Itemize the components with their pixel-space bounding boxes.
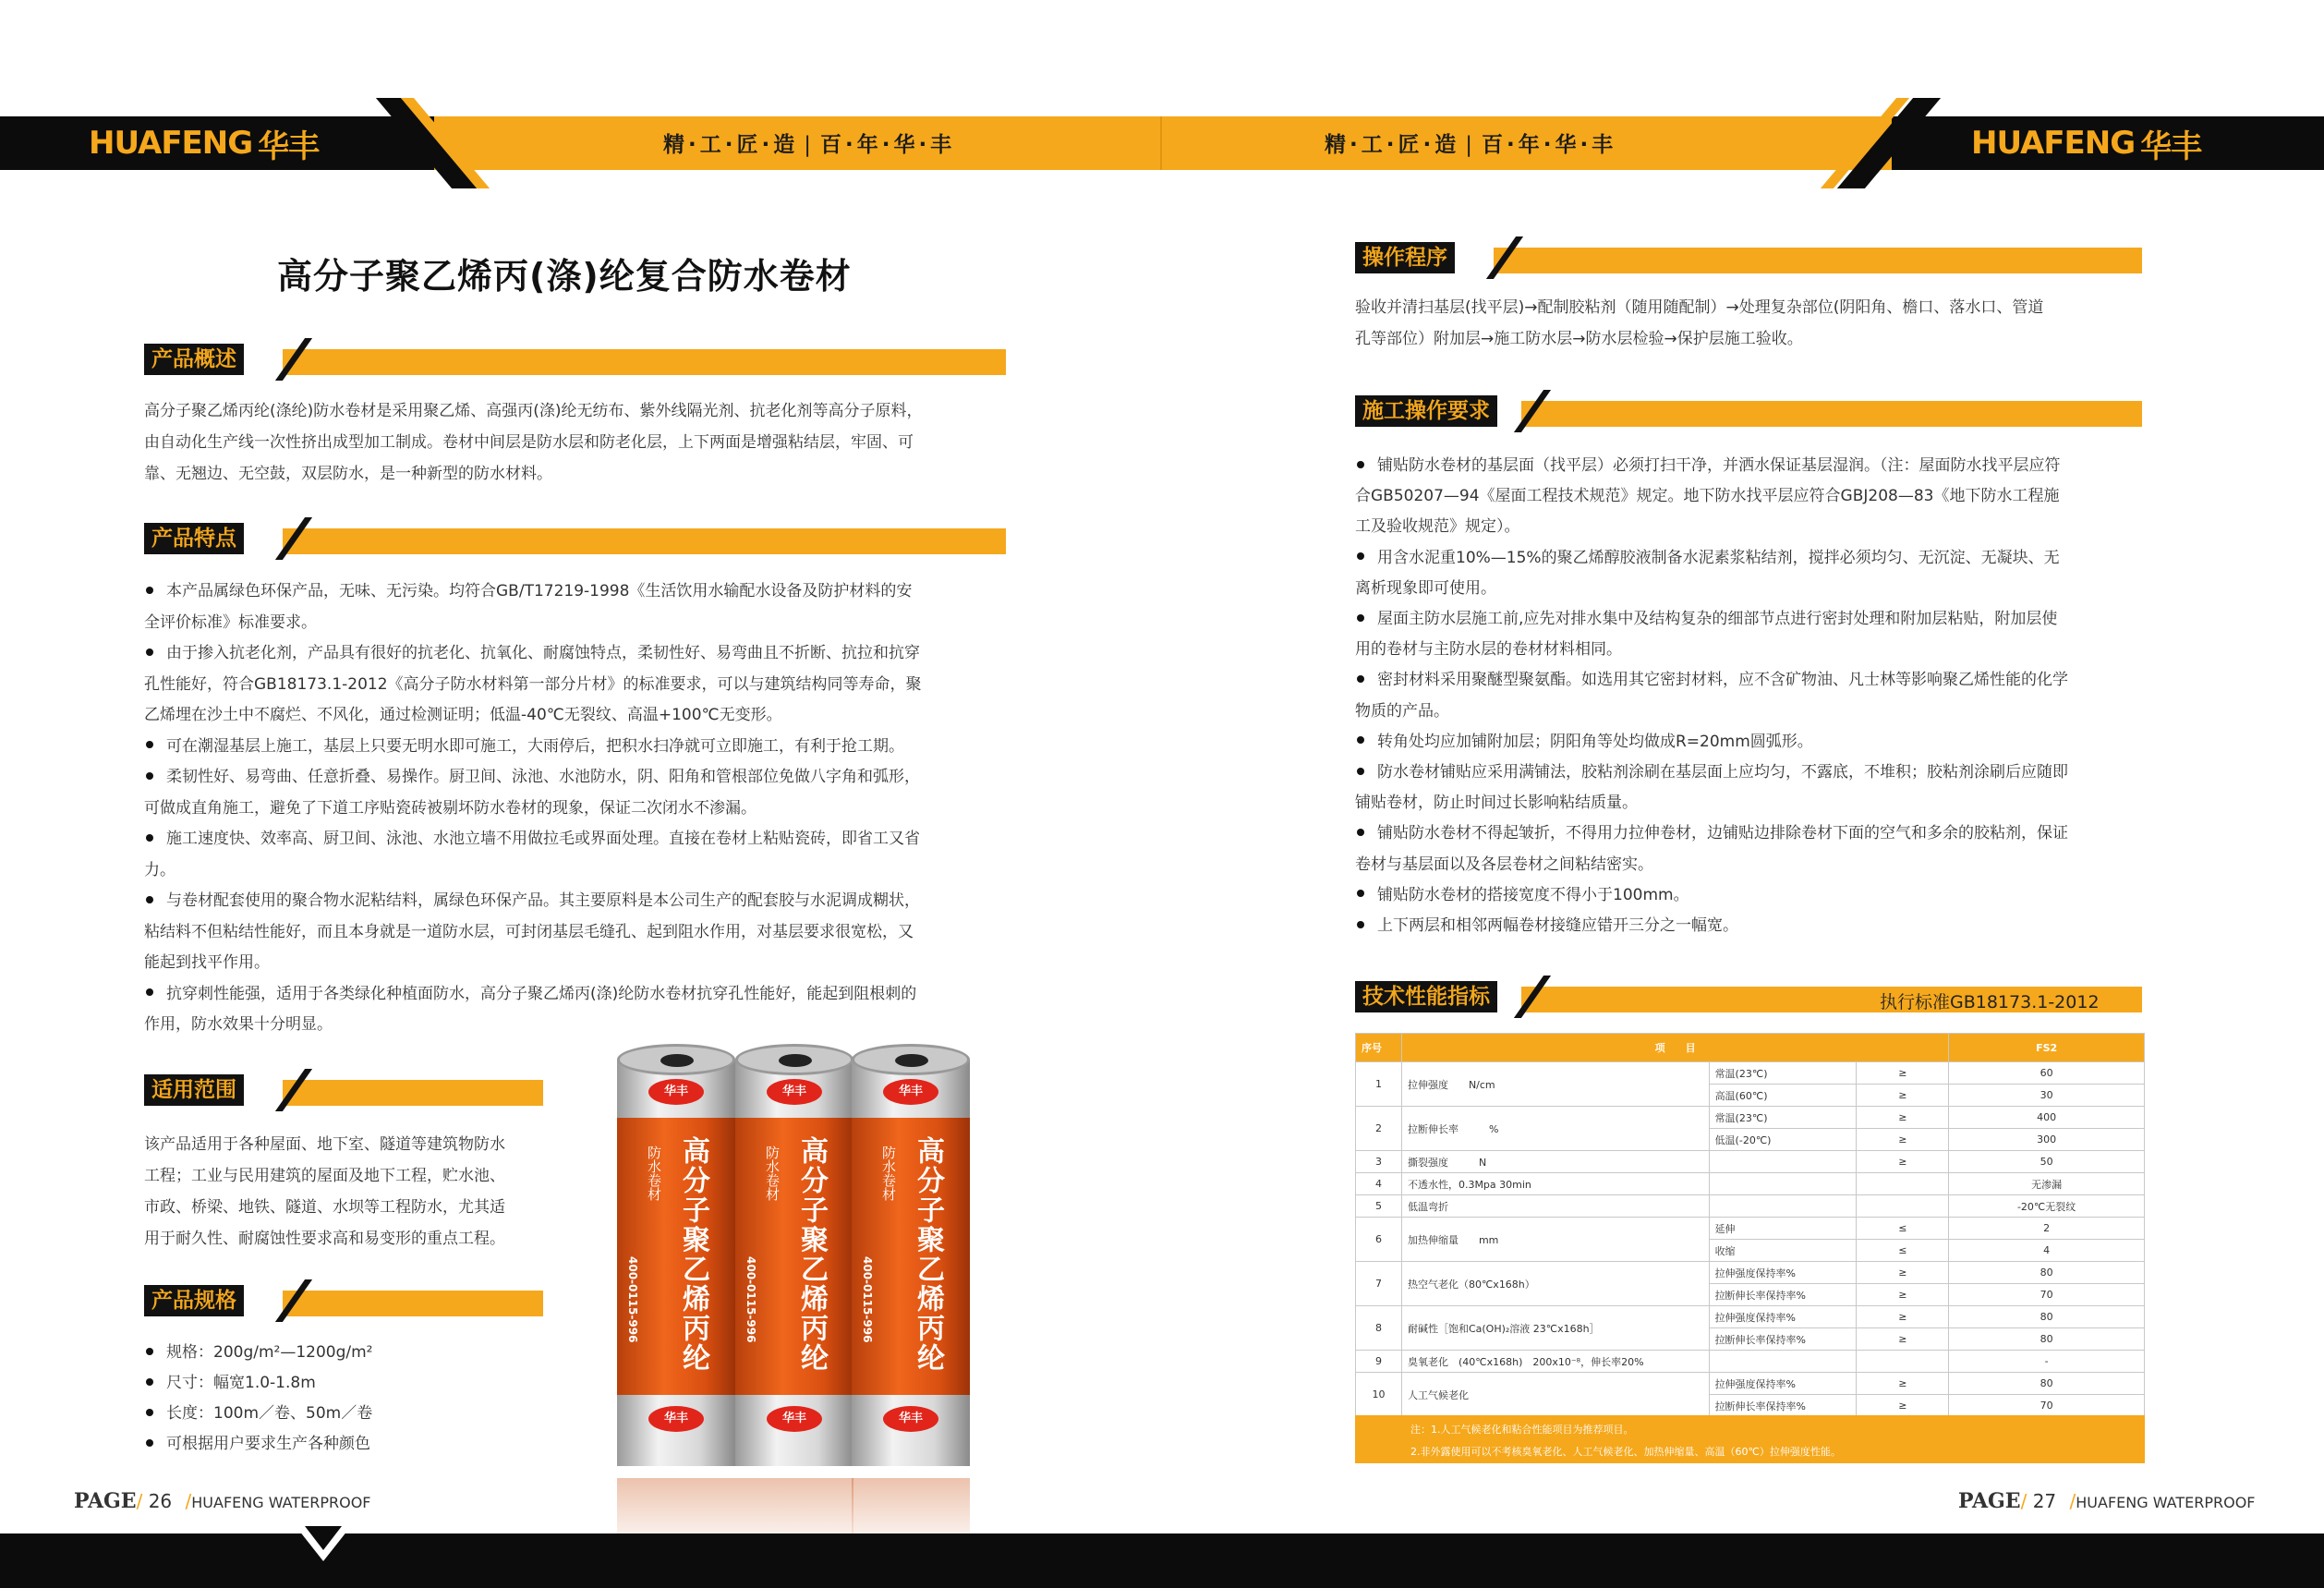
procedure-line: 孔等部位）附加层→施工防水层→防水层检验→保护层施工验收。 (1355, 330, 1803, 348)
table-row (1356, 1107, 2145, 1129)
spec-line: 可根据用户要求生产各种颜色 (166, 1435, 370, 1453)
cell-condition: 拉伸强度保持率% (1709, 1373, 1857, 1395)
slogan-sep: | (1465, 133, 1476, 157)
requirement-line: 用含水泥重10%—15%的聚乙烯醇胶液制备水泥素浆粘结剂，搅拌必须均匀、无沉淀、无凝块、无 (1377, 548, 2060, 567)
feature-line: 粘结料不但粘结性能好，而且本身就是一道防水层，可封闭基层毛缝孔、起到阻水作用，对基层要求很宽松，又 (144, 922, 914, 941)
section-features-header (144, 523, 1006, 554)
cell-item: 拉断伸长率 % (1401, 1107, 1709, 1151)
feature-item (144, 762, 1012, 794)
cell-item: 不透水性，0.3Mpa 30min (1401, 1173, 1709, 1195)
section-bar (283, 349, 1006, 375)
cell-item: 臭氧老化 (40℃x168h) 200x10⁻⁸，伸长率20% (1401, 1351, 1709, 1373)
bullet-icon (1357, 736, 1364, 744)
product-roll (617, 1044, 735, 1478)
section-title: 施工操作要求 (1355, 395, 1497, 427)
cell-operator: ≤ (1857, 1218, 1949, 1240)
slogan-sep: | (804, 133, 815, 157)
section-spec-header (144, 1285, 543, 1316)
section-procedure-header (1355, 242, 2142, 273)
cell-no: 9 (1356, 1351, 1402, 1373)
bullet-icon (146, 896, 153, 903)
cell-condition: 延伸 (1709, 1218, 1857, 1240)
scope-line: 工程；工业与民用建筑的屋面及地下工程，贮水池、 (144, 1167, 505, 1185)
cell-value: 400 (1949, 1107, 2145, 1129)
cell-condition: 收缩 (1709, 1240, 1857, 1262)
cell-operator (1857, 1173, 1949, 1195)
col-no: 序号 (1356, 1034, 1402, 1062)
roll-top (617, 1044, 735, 1075)
feature-line: 乙烯埋在沙土中不腐烂、不风化，通过检测证明；低温-40℃无裂纹、高温+100℃无变形。 (144, 706, 782, 724)
bullet-icon (146, 587, 153, 594)
col-val: FS2 (1949, 1034, 2145, 1062)
cell-operator: ≥ (1857, 1306, 1949, 1328)
cell-operator: ≥ (1857, 1262, 1949, 1284)
overview-text (144, 395, 1012, 490)
section-scope-header (144, 1074, 543, 1106)
cell-operator: ≥ (1857, 1085, 1949, 1107)
slogan-a: 精·工·匠·造 (663, 133, 799, 157)
spec-line: 规格：200g/m²—1200g/m² (166, 1343, 373, 1362)
page-number-right (1958, 1489, 2256, 1513)
requirement-item (1355, 880, 2149, 911)
section-bar (1494, 248, 2142, 273)
cell-no: 5 (1356, 1195, 1402, 1218)
logo-left (89, 122, 319, 164)
logo-text: HUAFENG (1971, 125, 2136, 162)
section-title: 技术性能指标 (1355, 981, 1497, 1012)
bullet-icon (146, 1439, 153, 1447)
table-row (1356, 1195, 2145, 1218)
page-slash: / (2069, 1490, 2076, 1512)
requirement-line: 上下两层和相邻两幅卷材接缝应错开三分之一幅宽。 (1377, 916, 1738, 936)
roll-title: 高分子聚乙烯丙纶 (795, 1136, 828, 1373)
roll-subtitle: 防水卷材 (646, 1146, 662, 1201)
feature-line: 作用，防水效果十分明显。 (144, 1015, 333, 1034)
cell-operator (1857, 1351, 1949, 1373)
spec-item (144, 1429, 551, 1460)
requirement-item (1355, 727, 2149, 758)
table-row (1356, 1373, 2145, 1395)
cell-item: 撕裂强度 N (1401, 1151, 1709, 1173)
requirement-item (1355, 665, 2149, 696)
cell-value: -20℃无裂纹 (1949, 1195, 2145, 1218)
col-item: 项 目 (1401, 1034, 1948, 1062)
note-line: 2.非外露使用可以不考核臭氧老化、人工气候老化、加热伸缩量、高温（60℃）拉伸强度性能。 (1410, 1446, 1841, 1458)
bullet-icon (146, 741, 153, 748)
procedure-text (1355, 292, 2149, 355)
roll-badge: 华丰 (883, 1079, 938, 1105)
tech-table (1355, 1033, 2145, 1417)
header-divider (1160, 116, 1162, 170)
feature-item (144, 979, 1012, 1011)
requirement-line: 屋面主防水层施工前,应先对排水集中及结构复杂的细部节点进行密封处理和附加层粘贴，附加层使 (1377, 610, 2058, 629)
feature-line: 能起到找平作用。 (144, 953, 270, 972)
cell-value: 60 (1949, 1062, 2145, 1085)
table-note (1355, 1415, 2145, 1463)
scope-line: 用于耐久性、耐腐蚀性要求高和易变形的重点工程。 (144, 1230, 505, 1248)
bullet-icon (1357, 461, 1364, 468)
roll-subtitle: 防水卷材 (880, 1146, 897, 1201)
slogan-b: 百·年·华·丰 (1481, 133, 1617, 157)
page-label: PAGE (1958, 1489, 2021, 1513)
scope-line: 该产品适用于各种屋面、地下室、隧道等建筑物防水 (144, 1135, 505, 1154)
table-header-row (1356, 1034, 2145, 1062)
table-row (1356, 1262, 2145, 1284)
requirement-line: 转角处均应加铺附加层；阴阳角等处均做成R=20mm圆弧形。 (1377, 732, 1813, 751)
cell-no: 4 (1356, 1173, 1402, 1195)
feature-line: 可在潮湿基层上施工，基层上只要无明水即可施工，大雨停后，把积水扫净就可立即施工，有利于抢工期。 (166, 736, 904, 756)
overview-line: 由自动化生产线一次性挤出成型加工制成。卷材中间层是防水层和防老化层，上下两面是增强粘结层，牢固、可 (144, 433, 914, 452)
cell-value: 无渗漏 (1949, 1173, 2145, 1195)
cell-no: 7 (1356, 1262, 1402, 1306)
cell-value: 30 (1949, 1085, 2145, 1107)
requirement-line: 合GB50207—94《屋面工程技术规范》规定。地下防水找平层应符合GBJ208—83《地下防水工程施 (1355, 487, 2060, 506)
table-row (1356, 1351, 2145, 1373)
section-title: 产品特点 (144, 523, 244, 554)
roll-badge: 华丰 (648, 1079, 704, 1105)
feature-item (144, 576, 1012, 608)
roll-phone: 400-0115-996 (861, 1256, 874, 1343)
cell-condition (1709, 1351, 1857, 1373)
cell-item: 耐碱性［饱和Ca(OH)₂溶液 23℃x168h］ (1401, 1306, 1709, 1351)
cell-value: - (1949, 1351, 2145, 1373)
cell-operator: ≥ (1857, 1151, 1949, 1173)
cell-condition (1709, 1173, 1857, 1195)
cell-value: 80 (1949, 1306, 2145, 1328)
section-bar (283, 1080, 543, 1106)
bullet-icon (146, 988, 153, 996)
bullet-icon (1357, 890, 1364, 897)
bullet-icon (146, 834, 153, 842)
cell-operator: ≥ (1857, 1107, 1949, 1129)
roll-badge-bottom: 华丰 (883, 1406, 938, 1432)
cell-operator: ≥ (1857, 1062, 1949, 1085)
cell-no: 8 (1356, 1306, 1402, 1351)
requirement-line: 铺贴防水卷材的基层面（找平层）必须打扫干净，并洒水保证基层湿润。（注：屋面防水找平层应符 (1377, 456, 2061, 475)
logo-right (1971, 122, 2201, 164)
bullet-icon (146, 1409, 153, 1416)
section-bar (283, 528, 1006, 554)
requirement-line: 铺贴卷材，防止时间过长影响粘结质量。 (1355, 794, 1638, 813)
logo-text: HUAFENG (89, 125, 253, 162)
cell-condition: 拉伸强度保持率% (1709, 1306, 1857, 1328)
overview-line: 高分子聚乙烯丙纶(涤纶)防水卷材是采用聚乙烯、高强丙(涤)纶无纺布、紫外线隔光剂、抗老化剂等高分子原料， (144, 402, 923, 420)
roll-title: 高分子聚乙烯丙纶 (677, 1136, 709, 1373)
requirement-line: 物质的产品。 (1355, 701, 1449, 721)
requirement-line: 工及验收规范》规定）。 (1355, 517, 1520, 537)
spec-item (144, 1399, 551, 1429)
section-overview-header (144, 344, 1006, 375)
feature-line: 本产品属绿色环保产品，无味、无污染。均符合GB/T17219-1998《生活饮用水输配水设备及防护材料的安 (166, 582, 913, 600)
product-roll (852, 1044, 970, 1478)
cell-operator: ≥ (1857, 1284, 1949, 1306)
note-line: 注：1.人工气候老化和粘合性能项目为推荐项目。 (1410, 1424, 1634, 1436)
bullet-icon (146, 1378, 153, 1386)
cell-no: 3 (1356, 1151, 1402, 1173)
cell-item: 热空气老化（80℃x168h） (1401, 1262, 1709, 1306)
section-title: 产品规格 (144, 1285, 244, 1316)
requirement-item (1355, 818, 2149, 849)
procedure-line: 验收并清扫基层(找平层)→配制胶粘剂（随用随配制）→处理复杂部位(阴阳角、檐口、落水口、管道 (1355, 298, 2044, 317)
cell-condition: 常温(23℃) (1709, 1062, 1857, 1085)
overview-line: 靠、无翘边、无空鼓，双层防水，是一种新型的防水材料。 (144, 465, 552, 483)
spec-line: 长度：100m／卷、50m／卷 (166, 1404, 373, 1423)
page-slash: / (2020, 1490, 2027, 1512)
page-slash: / (136, 1490, 143, 1512)
page-num: 27 (2032, 1490, 2057, 1512)
product-roll (735, 1044, 853, 1478)
page-brand: HUAFENG WATERPROOF (2076, 1494, 2256, 1511)
requirement-line: 用的卷材与主防水层的卷材材料相同。 (1355, 640, 1622, 660)
page-brand: HUAFENG WATERPROOF (191, 1494, 371, 1511)
cell-value: 4 (1949, 1240, 2145, 1262)
cell-item: 低温弯折 (1401, 1195, 1709, 1218)
cell-value: 70 (1949, 1284, 2145, 1306)
cell-operator: ≥ (1857, 1395, 1949, 1417)
requirement-item (1355, 758, 2149, 788)
section-tech-header (1355, 981, 2142, 1012)
features-list (144, 576, 1012, 1041)
roll-badge: 华丰 (767, 1079, 822, 1105)
roll-badge-bottom: 华丰 (767, 1406, 822, 1432)
cell-operator: ≤ (1857, 1240, 1949, 1262)
bullet-icon (1357, 921, 1364, 928)
page-title: 高分子聚乙烯丙(涤)纶复合防水卷材 (277, 256, 852, 297)
feature-line: 全评价标准》标准要求。 (144, 612, 317, 632)
feature-line: 与卷材配套使用的聚合物水泥粘结料，属绿色环保产品。其主要原料是本公司生产的配套胶与水泥调成糊状， (166, 891, 920, 910)
roll-subtitle: 防水卷材 (764, 1146, 781, 1201)
requirement-item (1355, 911, 2149, 941)
feature-line: 抗穿刺性能强，适用于各类绿化种植面防水，高分子聚乙烯丙(涤)纶防水卷材抗穿孔性能好，能起到阻根刺的 (166, 984, 917, 1003)
bullet-icon (146, 649, 153, 656)
bullet-icon (146, 772, 153, 780)
requirement-line: 卷材与基层面以及各层卷材之间粘结密实。 (1355, 855, 1653, 874)
table-row (1356, 1151, 2145, 1173)
roll-phone: 400-0115-996 (626, 1256, 639, 1343)
bullet-icon (1357, 552, 1364, 560)
page-number-left (74, 1489, 371, 1513)
roll-phone: 400-0115-996 (744, 1256, 757, 1343)
cell-value: 80 (1949, 1328, 2145, 1351)
cell-operator (1857, 1195, 1949, 1218)
tech-standard: 执行标准GB18173.1-2012 (1880, 992, 2100, 1012)
bullet-icon (1357, 614, 1364, 622)
page-label: PAGE (74, 1489, 137, 1513)
feature-line: 力。 (144, 860, 176, 879)
scope-text (144, 1129, 551, 1255)
requirement-line: 离析现象即可使用。 (1355, 578, 1496, 598)
cell-no: 10 (1356, 1373, 1402, 1417)
cell-no: 1 (1356, 1062, 1402, 1107)
cell-value: 70 (1949, 1395, 2145, 1417)
section-title: 适用范围 (144, 1074, 244, 1106)
cell-value: 50 (1949, 1151, 2145, 1173)
spec-item (144, 1338, 551, 1368)
roll-title: 高分子聚乙烯丙纶 (912, 1136, 944, 1373)
requirement-line: 防水卷材铺贴应采用满铺法，胶粘剂涂刷在基层面上应均匀，不露底，不堆积；胶粘剂涂刷后应随即 (1377, 763, 2068, 782)
logo-cn: 华丰 (2140, 127, 2202, 165)
cell-operator: ≥ (1857, 1129, 1949, 1151)
feature-item (144, 824, 1012, 855)
page-slash: / (185, 1490, 192, 1512)
cell-condition: 低温(-20℃) (1709, 1129, 1857, 1151)
cell-condition: 拉伸强度保持率% (1709, 1262, 1857, 1284)
cell-value: 80 (1949, 1262, 2145, 1284)
roll-top (852, 1044, 970, 1075)
cell-no: 2 (1356, 1107, 1402, 1151)
bullet-icon (1357, 829, 1364, 836)
section-title: 操作程序 (1355, 242, 1455, 273)
feature-line: 由于掺入抗老化剂，产品具有很好的抗老化、抗氧化、耐腐蚀特点，柔韧性好、易弯曲且不折断、抗拉和抗穿 (166, 644, 920, 662)
requirement-item (1355, 451, 2149, 481)
table-row (1356, 1173, 2145, 1195)
cell-item: 拉伸强度 N/cm (1401, 1062, 1709, 1107)
bullet-icon (146, 1348, 153, 1355)
requirement-line: 密封材料采用聚醚型聚氨酯。如选用其它密封材料，应不含矿物油、凡士林等影响聚乙烯性能的化学 (1377, 671, 2068, 690)
cell-item: 人工气候老化 (1401, 1373, 1709, 1417)
cell-value: 80 (1949, 1373, 2145, 1395)
cell-value: 2 (1949, 1218, 2145, 1240)
cell-item: 加热伸缩量 mm (1401, 1218, 1709, 1262)
requirement-line: 铺贴防水卷材的搭接宽度不得小于100mm。 (1377, 885, 1689, 904)
cell-condition: 常温(23℃) (1709, 1107, 1857, 1129)
requirement-item (1355, 543, 2149, 574)
cell-operator: ≥ (1857, 1373, 1949, 1395)
cell-condition: 拉断伸长率保持率% (1709, 1328, 1857, 1351)
page-num: 26 (148, 1490, 173, 1512)
cell-operator: ≥ (1857, 1328, 1949, 1351)
section-requirements-header (1355, 395, 2142, 427)
feature-item (144, 886, 1012, 917)
feature-line: 施工速度快、效率高、厨卫间、泳池、水池立墙不用做拉毛或界面处理。直接在卷材上粘贴瓷砖，即省工又省 (166, 830, 920, 848)
table-row (1356, 1218, 2145, 1240)
cell-no: 6 (1356, 1218, 1402, 1262)
requirement-line: 铺贴防水卷材不得起皱折，不得用力拉伸卷材，边铺贴边排除卷材下面的空气和多余的胶粘剂，保证 (1377, 824, 2068, 843)
cell-condition (1709, 1195, 1857, 1218)
cell-condition: 拉断伸长率保持率% (1709, 1395, 1857, 1417)
requirements-list (1355, 451, 2149, 941)
slogan-left (663, 127, 955, 158)
table-row (1356, 1062, 2145, 1085)
spec-line: 尺寸：幅宽1.0-1.8m (166, 1374, 316, 1392)
feature-item (144, 732, 1012, 763)
cell-condition (1709, 1151, 1857, 1173)
cell-condition: 高温(60℃) (1709, 1085, 1857, 1107)
cell-value: 300 (1949, 1129, 2145, 1151)
scope-line: 市政、桥梁、地铁、隧道、水坝等工程防水，尤其适 (144, 1198, 505, 1217)
slogan-right (1325, 127, 1616, 158)
cell-condition: 拉断伸长率保持率% (1709, 1284, 1857, 1306)
roll-badge-bottom: 华丰 (648, 1406, 704, 1432)
spec-item (144, 1368, 551, 1399)
spec-list (144, 1338, 551, 1460)
section-title: 产品概述 (144, 344, 244, 375)
section-bar (1521, 401, 2142, 427)
feature-line: 柔韧性好、易弯曲、任意折叠、易操作。厨卫间、泳池、水池防水，阴、阳角和管根部位免做八字角和弧形， (166, 768, 920, 786)
roll-top (735, 1044, 853, 1075)
requirement-item (1355, 604, 2149, 635)
footer-notch-inner (305, 1526, 342, 1550)
bullet-icon (1357, 675, 1364, 683)
bullet-icon (1357, 768, 1364, 775)
slogan-a: 精·工·匠·造 (1325, 133, 1460, 157)
logo-cn: 华丰 (258, 127, 320, 165)
feature-line: 孔性能好，符合GB18173.1-2012《高分子防水材料第一部分片材》的标准要求，可以与建筑结构同等寿命，聚 (144, 674, 922, 694)
table-row (1356, 1306, 2145, 1328)
section-bar (283, 1291, 543, 1316)
feature-line: 可做成直角施工，避免了下道工序贴瓷砖被剔坏防水卷材的现象，保证二次闭水不渗漏。 (144, 798, 757, 818)
feature-item (144, 638, 1012, 670)
slogan-b: 百·年·华·丰 (819, 133, 956, 157)
